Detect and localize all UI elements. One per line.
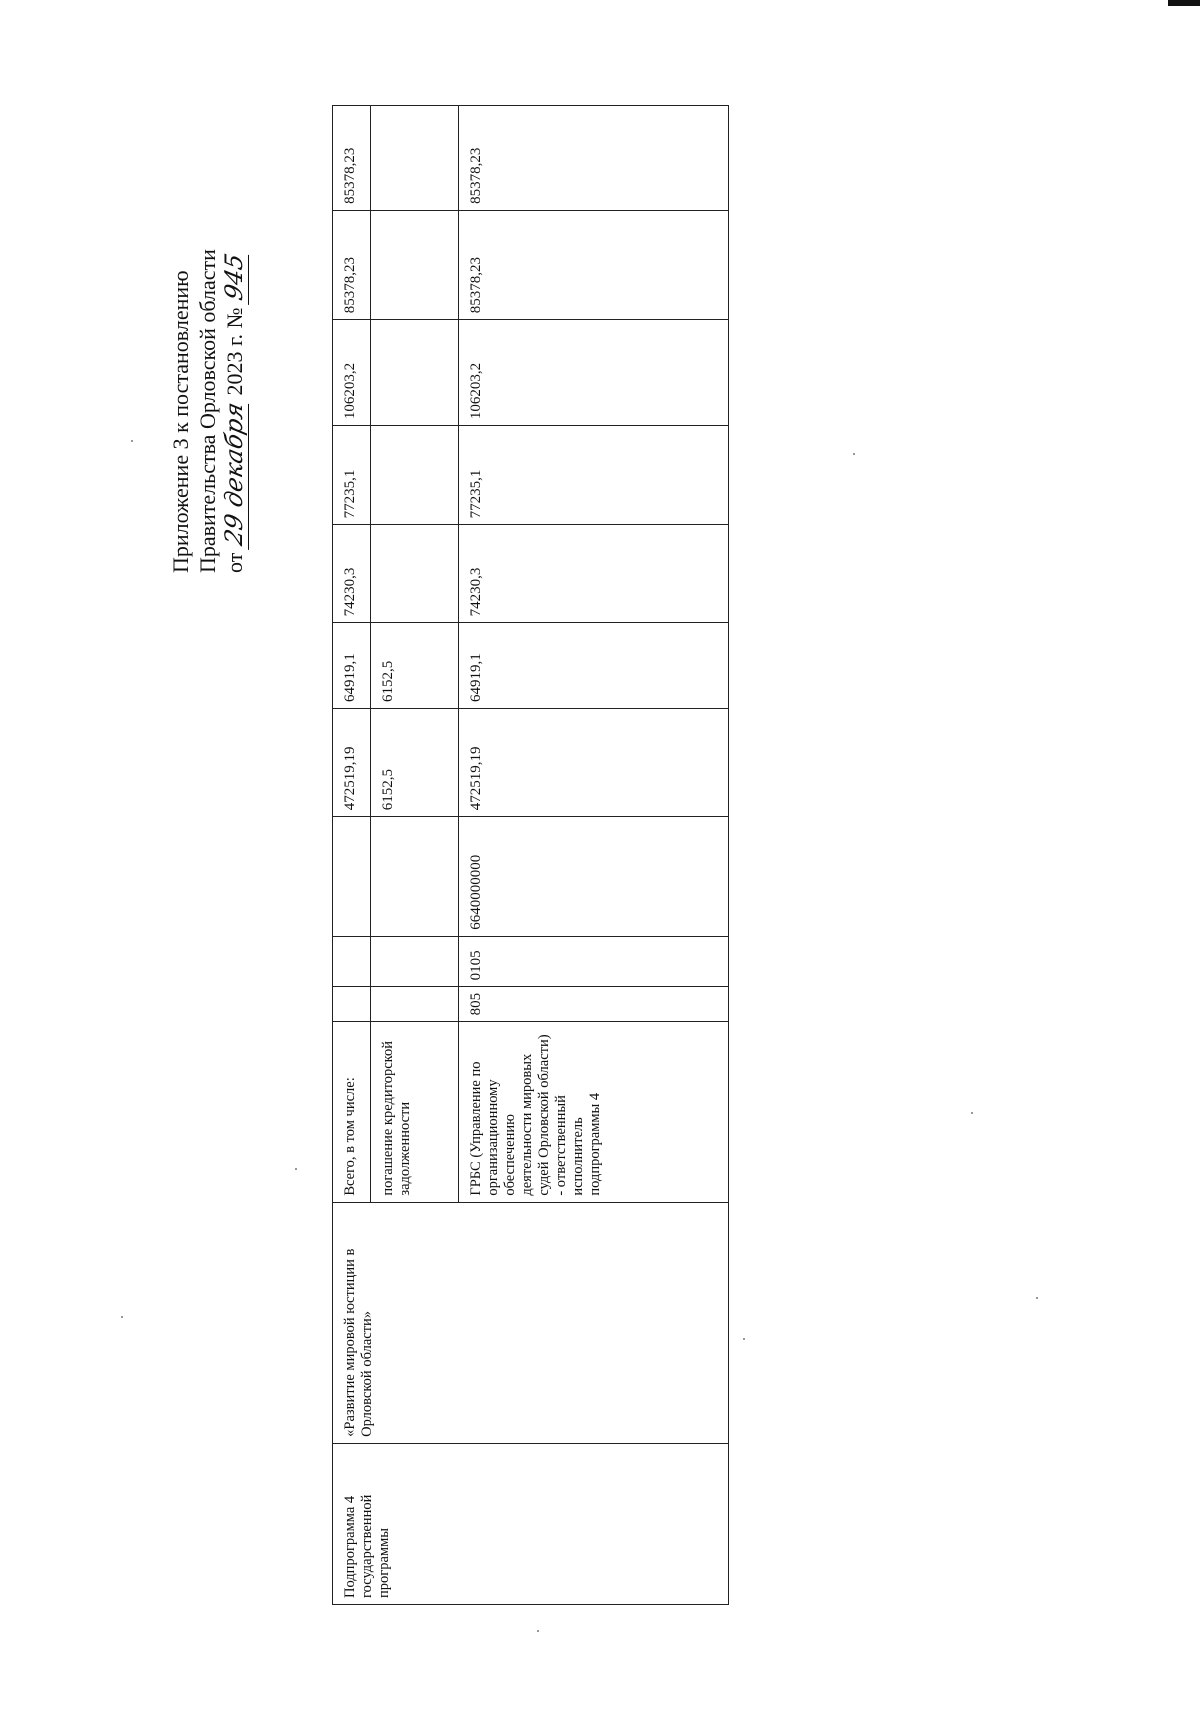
cell-program-name: «Развитие мировой юстиции в Орловской области» bbox=[333, 1202, 729, 1443]
cell-grbs bbox=[371, 987, 459, 1022]
cell-year-2: 74230,3 bbox=[459, 525, 729, 623]
cell-year-4: 106203,2 bbox=[333, 320, 371, 426]
scan-speck bbox=[295, 1168, 297, 1170]
date-prefix: от bbox=[222, 552, 247, 573]
cell-total: 472519,19 bbox=[459, 709, 729, 817]
scan-speck bbox=[853, 453, 855, 455]
scan-speck bbox=[743, 1338, 745, 1340]
appendix-date-line bbox=[221, 113, 249, 573]
cell-grbs: 805 bbox=[459, 987, 729, 1022]
funding-table bbox=[332, 105, 729, 1605]
cell-year-2: 74230,3 bbox=[333, 525, 371, 623]
cell-total: 6152,5 bbox=[371, 709, 459, 817]
scan-speck bbox=[537, 1630, 539, 1632]
handwritten-number: 945 bbox=[221, 249, 249, 305]
appendix-title: Приложение 3 к постановлению bbox=[168, 270, 193, 573]
date-year-number-label: 2023 г. № bbox=[222, 307, 247, 396]
cell-year-4: 106203,2 bbox=[459, 320, 729, 426]
scan-speck bbox=[971, 1112, 973, 1114]
cell-csr bbox=[371, 817, 459, 936]
cell-year-5 bbox=[371, 210, 459, 319]
cell-year-6: 85378,23 bbox=[333, 106, 371, 211]
cell-csr: 6640000000 bbox=[459, 817, 729, 936]
appendix-issuer: Правительства Орловской области bbox=[195, 249, 220, 573]
cell-year-1: 6152,5 bbox=[371, 623, 459, 709]
appendix-header bbox=[167, 113, 249, 573]
cell-year-6: 85378,23 bbox=[459, 106, 729, 211]
cell-year-6 bbox=[371, 106, 459, 211]
cell-total: 472519,19 bbox=[333, 709, 371, 817]
scan-speck bbox=[1036, 1297, 1038, 1299]
cell-year-3: 77235,1 bbox=[459, 426, 729, 525]
cell-executor: Всего, в том числе: bbox=[333, 1022, 371, 1202]
cell-executor: погашение кредиторской задолженности bbox=[371, 1022, 459, 1202]
cell-year-3: 77235,1 bbox=[333, 426, 371, 525]
cell-year-4 bbox=[371, 320, 459, 426]
cell-csr bbox=[333, 817, 371, 936]
cell-year-1: 64919,1 bbox=[459, 623, 729, 709]
cell-year-3 bbox=[371, 426, 459, 525]
cell-rzpr bbox=[371, 936, 459, 987]
table-row-total bbox=[333, 106, 371, 1605]
handwritten-date: 29 декабря bbox=[221, 398, 249, 550]
scan-speck bbox=[131, 440, 133, 442]
cell-executor: ГРБС (Управление по организационному обеспечению деятельности мировых судей Орловской области) - ответственный исполнитель подпрограммы 4 bbox=[459, 1022, 729, 1202]
cell-year-1: 64919,1 bbox=[333, 623, 371, 709]
cell-rzpr bbox=[333, 936, 371, 987]
cell-year-5: 85378,23 bbox=[459, 210, 729, 319]
scan-speck bbox=[121, 1316, 123, 1318]
cell-year-5: 85378,23 bbox=[333, 210, 371, 319]
cell-status: Подпрограмма 4 государственной программы bbox=[333, 1443, 729, 1604]
cell-grbs bbox=[333, 987, 371, 1022]
cell-year-2 bbox=[371, 525, 459, 623]
cell-rzpr: 0105 bbox=[459, 936, 729, 987]
